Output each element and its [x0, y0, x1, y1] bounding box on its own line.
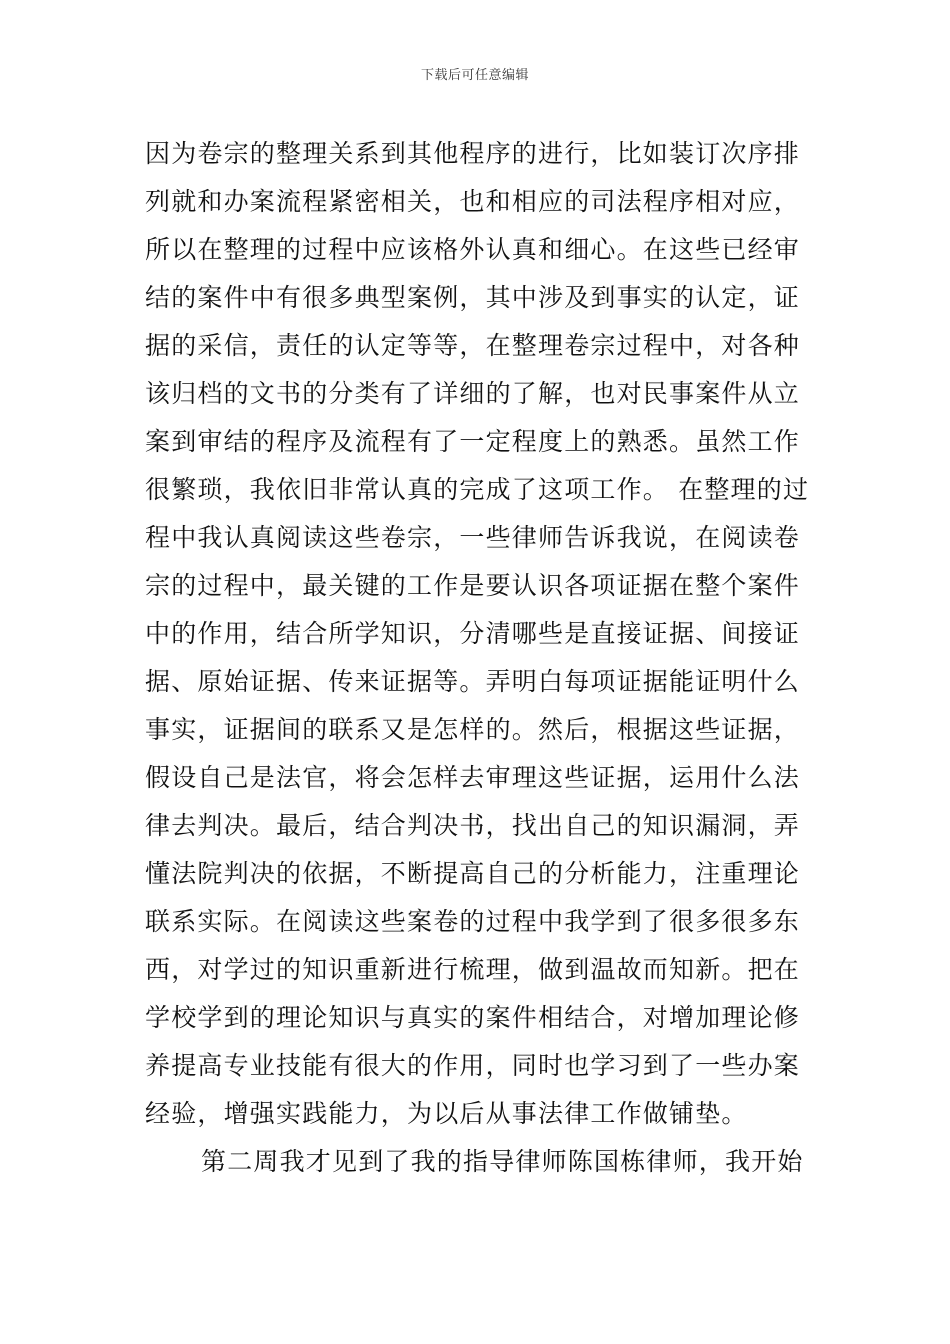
text-line: 懂法院判决的依据，不断提高自己的分析能力，注重理论	[145, 859, 801, 888]
text-line: 中的作用，结合所学知识，分清哪些是直接证据、间接证	[145, 619, 801, 648]
text-line: 该归档的文书的分类有了详细的了解，也对民事案件从立	[145, 379, 801, 408]
text-line: 事实，证据间的联系又是怎样的。然后，根据这些证据，	[145, 715, 801, 744]
text-line: 养提高专业技能有很大的作用，同时也学习到了一些办案	[145, 1051, 801, 1080]
text-line: 律去判决。最后，结合判决书，找出自己的知识漏洞，弄	[145, 811, 801, 840]
text-line: 经验，增强实践能力，为以后从事法律工作做铺垫。	[145, 1099, 748, 1128]
text-line: 很繁琐，我依旧非常认真的完成了这项工作。 在整理的过	[145, 475, 810, 504]
text-line: 程中我认真阅读这些卷宗，一些律师告诉我说，在阅读卷	[145, 523, 801, 552]
text-line: 据、原始证据、传来证据等。弄明白每项证据能证明什么	[145, 667, 801, 696]
text-line: 案到审结的程序及流程有了一定程度上的熟悉。虽然工作	[145, 427, 801, 456]
text-line: 联系实际。在阅读这些案卷的过程中我学到了很多很多东	[145, 907, 801, 936]
text-line: 宗的过程中，最关键的工作是要认识各项证据在整个案件	[145, 571, 801, 600]
text-line: 据的采信，责任的认定等等，在整理卷宗过程中，对各种	[145, 331, 801, 360]
text-line: 列就和办案流程紧密相关，也和相应的司法程序相对应，	[145, 187, 801, 216]
text-line: 第二周我才见到了我的指导律师陈国栋律师，我开始	[201, 1147, 804, 1176]
text-line: 假设自己是法官，将会怎样去审理这些证据，运用什么法	[145, 763, 801, 792]
text-line: 结的案件中有很多典型案例，其中涉及到事实的认定，证	[145, 283, 801, 312]
text-line: 学校学到的理论知识与真实的案件相结合，对增加理论修	[145, 1003, 801, 1032]
page-header: 下载后可任意编辑	[420, 68, 529, 83]
document-body	[145, 130, 810, 1186]
paragraph-1	[145, 130, 810, 1138]
paragraph-2	[145, 1138, 807, 1186]
text-line: 所以在整理的过程中应该格外认真和细心。在这些已经审	[145, 235, 801, 264]
text-line: 因为卷宗的整理关系到其他程序的进行，比如装订次序排	[145, 139, 801, 168]
text-line: 西，对学过的知识重新进行梳理，做到温故而知新。把在	[145, 955, 801, 984]
